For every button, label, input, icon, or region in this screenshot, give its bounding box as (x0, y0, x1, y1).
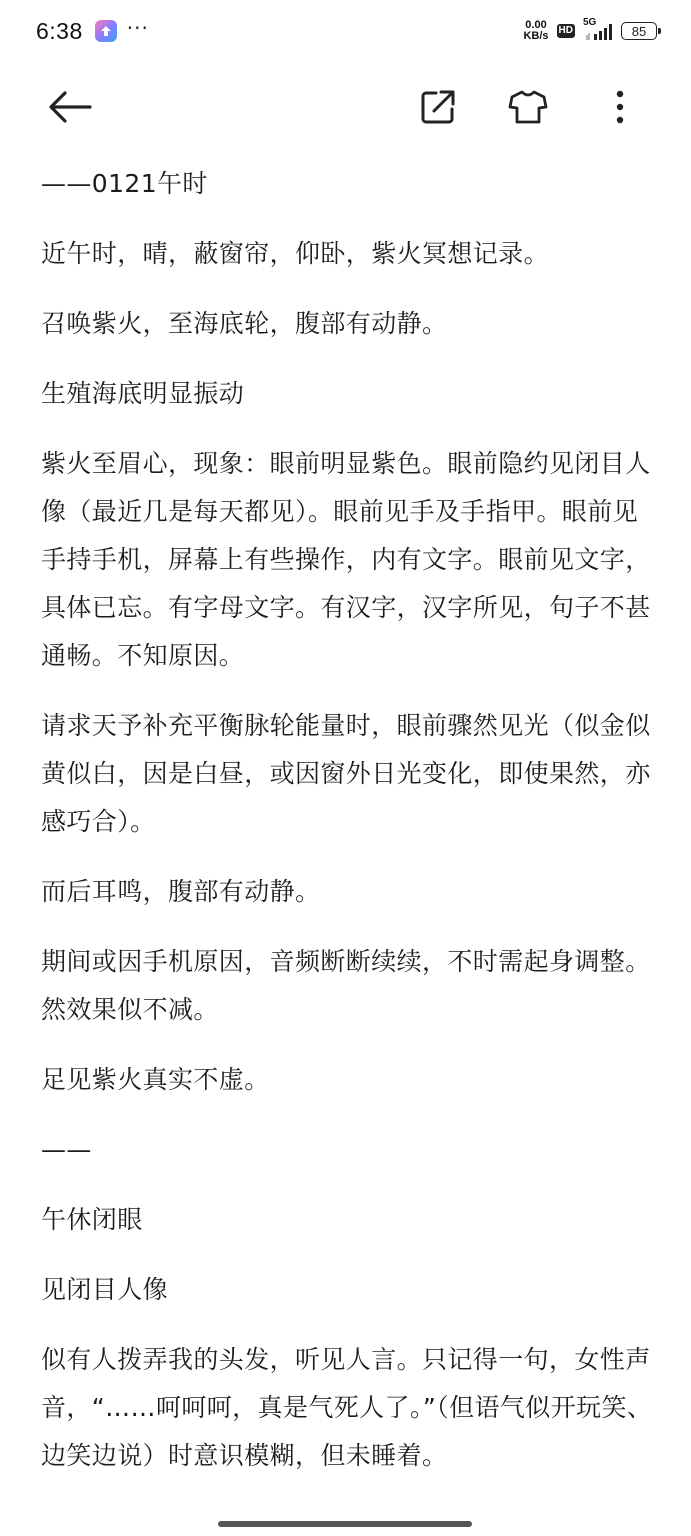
article-paragraph: 足见紫火真实不虚。 (41, 1065, 270, 1094)
article-paragraph: 午休闭眼 (41, 1205, 143, 1234)
article-paragraph: 紫火至眉心，现象：眼前明显紫色。眼前隐约见闭目人像（最近几是每天都见）。眼前见手及手指甲。眼前见手持手机，屏幕上有些操作，内有文字。眼前见文字，具体已忘。有字母文字。有汉字，汉字所见，句子不甚通畅。不知原因。 (41, 449, 651, 670)
battery-icon (621, 22, 657, 40)
article-paragraph: ——0121午时 (41, 169, 208, 198)
network-speed-value: 0.00 (525, 19, 547, 31)
share-out-icon (420, 89, 456, 125)
network-speed-unit: KB/s (523, 30, 549, 42)
more-button[interactable] (590, 72, 650, 142)
article-paragraph: 请求天予补充平衡脉轮能量时，眼前骤然见光（似金似黄似白，因是白昼，或因窗外日光变化，即使果然，亦感巧合）。 (41, 711, 651, 836)
status-bar (0, 0, 691, 62)
status-indicators (523, 17, 657, 42)
home-gesture-bar[interactable] (218, 1521, 472, 1527)
more-notifications-icon: ··· (126, 16, 149, 40)
theme-button[interactable] (498, 72, 558, 142)
article-paragraph: 见闭目人像 (41, 1275, 169, 1304)
article-paragraph: 期间或因手机原因，音频断断续续，不时需起身调整。然效果似不减。 (41, 947, 651, 1024)
article-paragraph: 似有人拨弄我的头发，听见人言。只记得一句，女性声音，“……呵呵呵，真是气死人了。”（但语气似开玩笑、边笑边说）时意识模糊，但未睡着。 (41, 1345, 653, 1470)
status-time: 6:38 (36, 17, 83, 44)
arrow-left-icon (48, 90, 92, 124)
article-paragraph: 近午时，晴，蔽窗帘，仰卧，紫火冥想记录。 (41, 239, 550, 268)
battery-level: 85 (631, 23, 647, 39)
app-notification-icon (95, 20, 117, 42)
signal-strength-icon (583, 17, 613, 41)
tshirt-icon (508, 89, 548, 125)
article-paragraph: 召唤紫火，至海底轮，腹部有动静。 (41, 309, 448, 338)
article-paragraph: 而后耳鸣，腹部有动静。 (41, 877, 321, 906)
network-speed (523, 20, 548, 42)
share-button[interactable] (408, 72, 468, 142)
top-toolbar (0, 72, 691, 142)
more-vertical-icon (615, 89, 625, 125)
article-paragraph: 生殖海底明显振动 (41, 379, 245, 408)
network-type-label: 5G (583, 17, 597, 28)
back-button[interactable] (40, 72, 100, 142)
hd-badge: HD (558, 25, 573, 36)
article-body (41, 160, 653, 1502)
article-paragraph: —— (41, 1135, 92, 1164)
